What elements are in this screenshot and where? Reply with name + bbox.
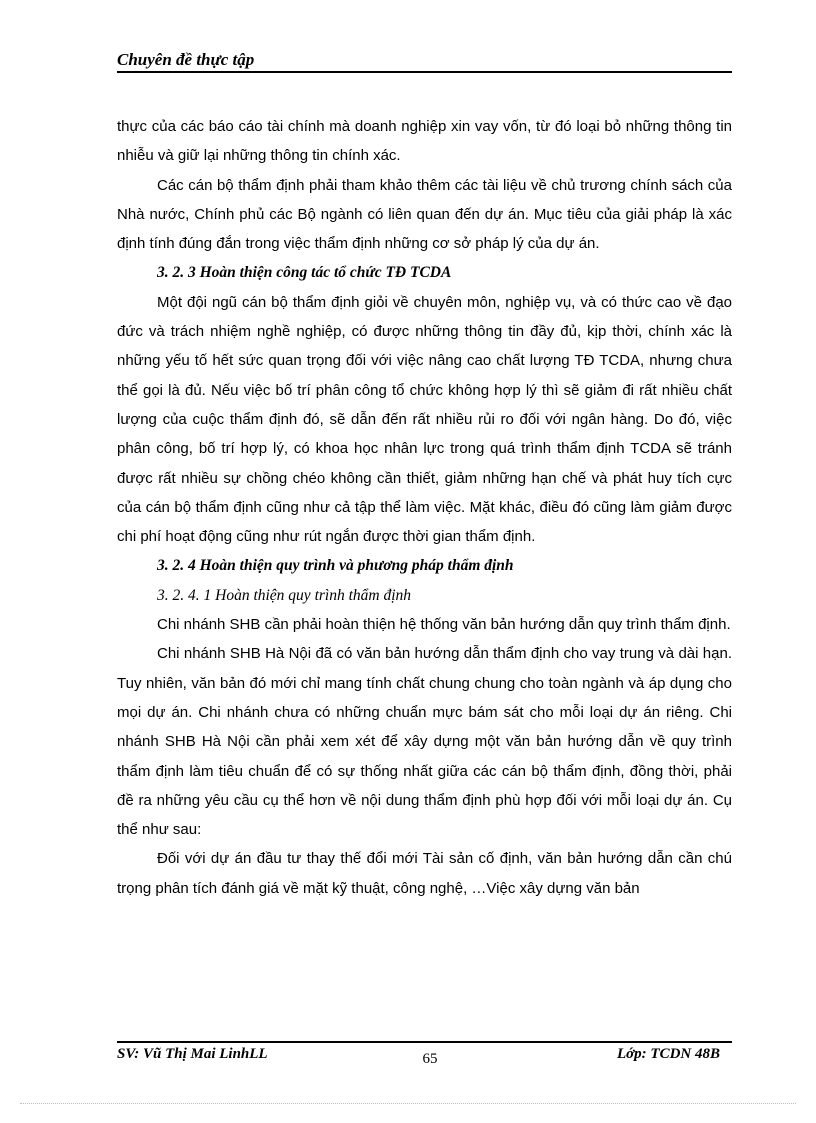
footer-divider xyxy=(117,1041,732,1043)
document-body xyxy=(117,112,732,903)
paragraph: Chi nhánh SHB Hà Nội đã có văn bản hướng dẫn thẩm định cho vay trung và dài hạn. Tuy nhiên, văn bản đó mới chỉ mang tính chất chung chung cho toàn ngành và áp dụng cho mọi dự án. Chi nhánh chưa có những chuẩn mực bám sát cho mỗi loại dự án riêng. Chi nhánh SHB Hà Nội cần phải xem xét để xây dựng một văn bản hướng dẫn về quy trình thẩm định làm tiêu chuẩn để có sự thống nhất giữa các cán bộ thẩm định, đồng thời, phải đề ra những yêu cầu cụ thể hơn về nội dung thẩm định phù hợp đối với mỗi loại dự án. Cụ thể như sau: xyxy=(117,645,732,839)
header-divider xyxy=(117,71,732,73)
paragraph: Các cán bộ thẩm định phải tham khảo thêm các tài liệu về chủ trương chính sách của Nhà nước, Chính phủ các Bộ ngành có liên quan đến dự án. Mục tiêu của giải pháp là xác định tính đúng đắn trong việc thẩm định những cơ sở pháp lý của dự án. xyxy=(117,176,732,253)
paragraph: Một đội ngũ cán bộ thẩm định giỏi về chuyên môn, nghiệp vụ, và có thức cao về đạo đức và trách nhiệm nghề nghiệp, có được những thông tin đầy đủ, kịp thời, chính xác là những yếu tố hết sức quan trọng đối với việc nâng cao chất lượng TĐ TCDA, nhưng chưa thể gọi là đủ. Nếu việc bố trí phân công tổ chức không hợp lý thì sẽ giảm đi rất nhiều chất lượng của cuộc thẩm định đó, sẽ dẫn đến rất nhiều rủi ro đối với ngân hàng. Do đó, việc phân công, bố trí hợp lý, có khoa học nhân lực trong quá trình thẩm định TCDA sẽ tránh được rất nhiều sự chồng chéo không cần thiết, giảm những hạn chế và phát huy tích cực của cán bộ thẩm định cũng như cả tập thể làm việc. Mặt khác, điều đó cũng làm giảm được chi phí hoạt động cũng như rút ngắn được thời gian thẩm định. xyxy=(117,293,732,546)
page-number: 65 xyxy=(422,1051,438,1067)
page-boundary xyxy=(20,1103,796,1104)
page-header-title: Chuyên đề thực tập xyxy=(117,50,255,69)
paragraph: Đối với dự án đầu tư thay thế đổi mới Tài sản cố định, văn bản hướng dẫn cần chú trọng phân tích đánh giá về mặt kỹ thuật, công nghệ, …Việc xây dựng văn bản xyxy=(117,850,732,897)
section-heading: 3. 2. 4 Hoàn thiện quy trình và phương pháp thẩm định xyxy=(157,557,514,575)
subsection-heading: 3. 2. 4. 1 Hoàn thiện quy trình thẩm định xyxy=(157,586,412,604)
section-heading: 3. 2. 3 Hoàn thiện công tác tổ chức TĐ TCDA xyxy=(157,264,452,282)
footer-class: Lớp: TCDN 48B xyxy=(616,1046,720,1062)
footer-student-name: SV: Vũ Thị Mai LinhLL xyxy=(117,1046,268,1062)
paragraph: thực của các báo cáo tài chính mà doanh nghiệp xin vay vốn, từ đó loại bỏ những thông tin nhiễu và giữ lại những thông tin chính xác. xyxy=(117,118,732,165)
paragraph: Chi nhánh SHB cần phải hoàn thiện hệ thống văn bản hướng dẫn quy trình thẩm định. xyxy=(157,616,731,634)
